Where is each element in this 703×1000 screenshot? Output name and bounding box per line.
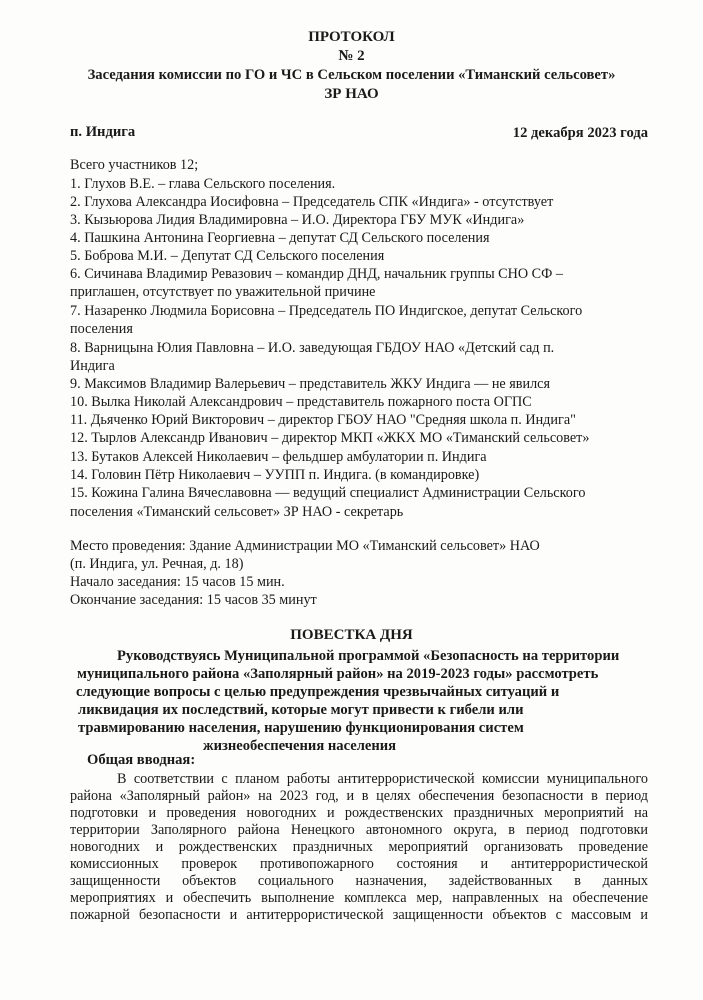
protocol-number: № 2 bbox=[338, 48, 365, 64]
participant-line: 4. Пашкина Антонина Георгиевна – депутат СД Сельского поселения bbox=[70, 230, 490, 246]
agenda-line: Руководствуясь Муниципальной программой «Безопасность на территории bbox=[117, 648, 620, 664]
participant-line: 10. Вылка Николай Александрович – представитель пожарного поста ОГПС bbox=[70, 394, 532, 410]
agenda-title: ПОВЕСТКА ДНЯ bbox=[290, 627, 413, 643]
participant-line: 12. Тырлов Александр Иванович – директор МКП «ЖКХ МО «Тиманский сельсовет» bbox=[70, 430, 590, 446]
protocol-title: ПРОТОКОЛ bbox=[308, 29, 395, 45]
participant-line: 5. Боброва М.И. – Депутат СД Сельского поселения bbox=[70, 248, 385, 264]
meeting-place: п. Индига bbox=[70, 124, 136, 140]
intro-line: защищенности объектов социального назначения, задействованных в данных bbox=[70, 873, 648, 889]
participant-line: Индига bbox=[70, 358, 115, 374]
agenda-line: жизнеобеспечения населения bbox=[203, 738, 397, 754]
meeting-start: Начало заседания: 15 часов 15 мин. bbox=[70, 574, 285, 590]
participant-line: поселения «Тиманский сельсовет» ЗР НАО - секретарь bbox=[70, 504, 404, 520]
protocol-subtitle: Заседания комиссии по ГО и ЧС в Сельском поселении «Тиманский сельсовет» bbox=[87, 67, 616, 83]
agenda-line: муниципального района «Заполярный район» на 2019-2023 годы» рассмотреть bbox=[77, 666, 599, 682]
participant-line: 6. Сичинава Владимир Ревазович – командир ДНД, начальник группы СНО СФ – bbox=[70, 266, 563, 282]
participant-line: 13. Бутаков Алексей Николаевич – фельдшер амбулатории п. Индига bbox=[70, 449, 487, 465]
intro-line: комиссионных проверок противопожарного состояния и антитеррористической bbox=[70, 856, 648, 872]
intro-line: мероприятиях и обеспечить выполнение комплекса мер, направленных на обеспечение bbox=[70, 890, 648, 906]
participant-line: поселения bbox=[70, 321, 133, 337]
meeting-date: 12 декабря 2023 года bbox=[512, 125, 648, 141]
intro-heading: Общая вводная: bbox=[87, 752, 196, 768]
participant-line: приглашен, отсутствует по уважительной причине bbox=[70, 284, 376, 300]
participant-line: 14. Головин Пётр Николаевич – УУПП п. Индига. (в командировке) bbox=[70, 467, 480, 483]
participant-line: 3. Кызьюрова Лидия Владимировна – И.О. Директора ГБУ МУК «Индига» bbox=[70, 212, 525, 228]
intro-line: пожарной безопасности и антитеррористической защищенности объектов с массовым и bbox=[70, 907, 648, 923]
intro-line: территории Заполярного района Ненецкого автономного округа, в период подготовки bbox=[70, 822, 648, 838]
intro-line: района «Заполярный район» на 2023 год, и в целях обеспечения безопасности в период bbox=[70, 788, 648, 804]
protocol-subtitle-region: ЗР НАО bbox=[324, 86, 379, 102]
participant-line: 2. Глухова Александра Иосифовна – Председатель СПК «Индига» - отсутствует bbox=[70, 194, 554, 210]
participant-line: 9. Максимов Владимир Валерьевич – представитель ЖКУ Индига — не явился bbox=[70, 376, 550, 392]
venue-line: Место проведения: Здание Администрации МО «Тиманский сельсовет» НАО bbox=[70, 538, 540, 554]
agenda-line: ликвидация их последствий, которые могут привести к гибели или bbox=[78, 702, 524, 718]
participant-line: 7. Назаренко Людмила Борисовна – Председатель ПО Индигское, депутат Сельского bbox=[70, 303, 583, 319]
intro-line: В соответствии с планом работы антитеррористической комиссии муниципального bbox=[117, 771, 648, 787]
agenda-line: следующие вопросы с целью предупреждения чрезвычайных ситуаций и bbox=[76, 684, 560, 700]
venue-address: (п. Индига, ул. Речная, д. 18) bbox=[70, 556, 244, 572]
meeting-end: Окончание заседания: 15 часов 35 минут bbox=[70, 592, 317, 608]
participant-line: 11. Дьяченко Юрий Викторович – директор ГБОУ НАО "Средняя школа п. Индига" bbox=[70, 412, 576, 428]
participant-line: 15. Кожина Галина Вячеславовна — ведущий специалист Администрации Сельского bbox=[70, 485, 586, 501]
participants-total: Всего участников 12; bbox=[70, 157, 199, 173]
participant-line: 8. Варницына Юлия Павловна – И.О. заведующая ГБДОУ НАО «Детский сад п. bbox=[70, 340, 555, 356]
participant-line: 1. Глухов В.Е. – глава Сельского поселения. bbox=[70, 176, 336, 192]
intro-line: подготовки и проведения новогодних и рождественских праздничных мероприятий на bbox=[70, 805, 648, 821]
intro-line: новогодних и рождественских праздничных мероприятий организовать проведение bbox=[70, 839, 648, 855]
agenda-line: травмированию населения, нарушению функционирования систем bbox=[78, 720, 524, 736]
